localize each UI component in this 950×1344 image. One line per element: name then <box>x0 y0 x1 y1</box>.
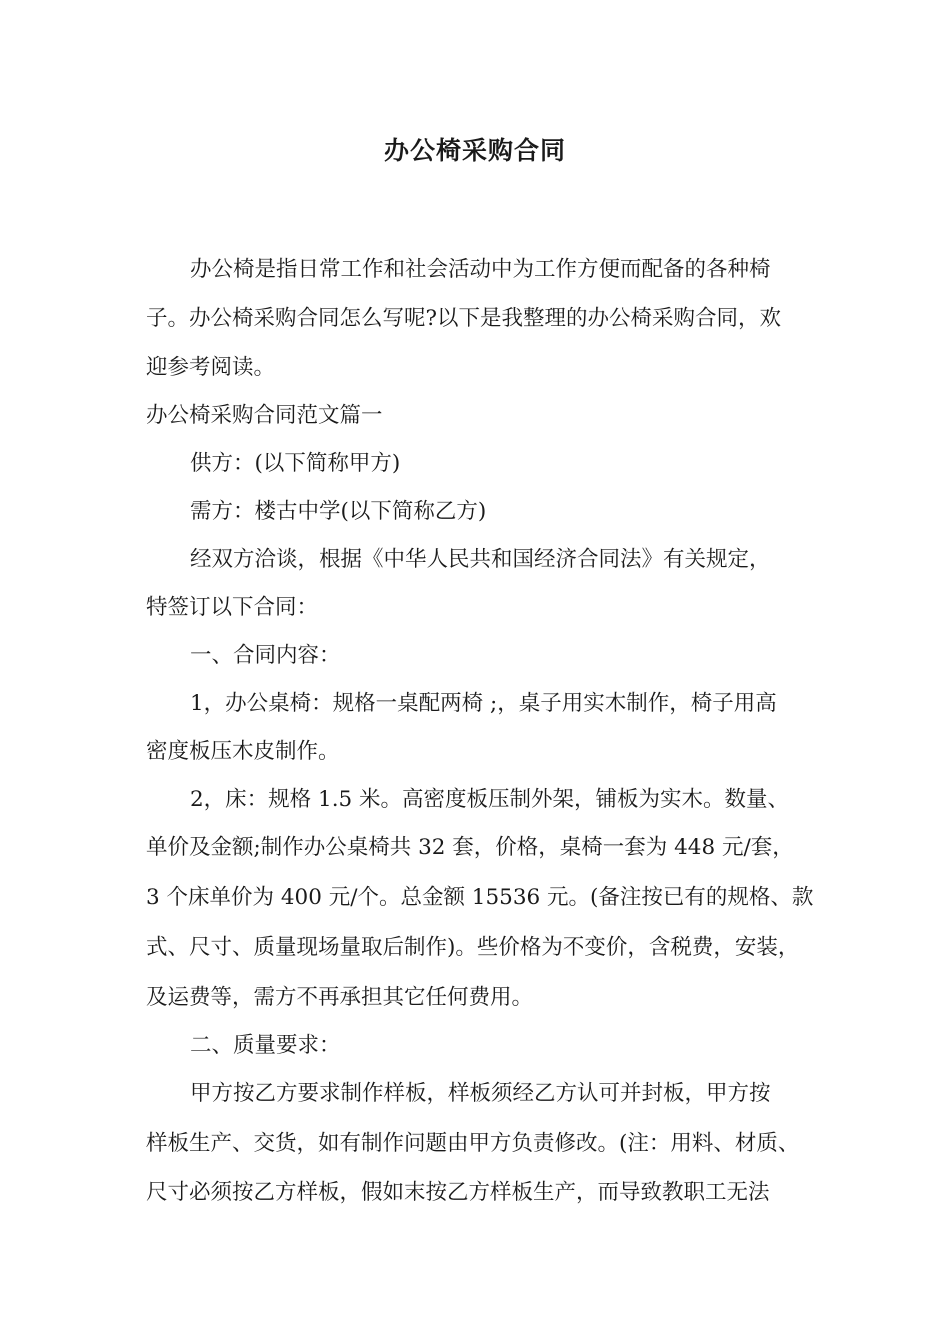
paragraph-line: 需方：楼古中学(以下简称乙方) <box>190 499 487 524</box>
section-heading: 办公椅采购合同范文篇一 <box>146 403 383 428</box>
paragraph-line: 及运费等，需方不再承担其它任何费用。 <box>146 985 534 1010</box>
document-title: 办公椅采购合同 <box>383 136 566 165</box>
clause-heading: 二、质量要求： <box>190 1033 341 1058</box>
paragraph-line: 经双方洽谈，根据《中华人民共和国经济合同法》有关规定， <box>190 547 771 572</box>
clause-heading: 一、合同内容： <box>190 643 341 668</box>
paragraph-line: 密度板压木皮制作。 <box>146 739 340 764</box>
paragraph-line: 迎参考阅读。 <box>146 355 276 380</box>
paragraph-line: 供方：(以下简称甲方) <box>190 451 401 476</box>
paragraph-line: 特签订以下合同： <box>146 595 319 620</box>
paragraph-line: 1，办公桌椅：规格一桌配两椅 ;，桌子用实木制作，椅子用高 <box>190 691 777 716</box>
paragraph-line: 办公椅是指日常工作和社会活动中为工作方便而配备的各种椅 <box>190 257 771 282</box>
paragraph-line: 2，床：规格 1.5 米。高密度板压制外架，铺板为实木。数量、 <box>190 787 790 812</box>
paragraph-line: 3 个床单价为 400 元/个。总金额 15536 元。(备注按已有的规格、款 <box>146 885 814 910</box>
paragraph-line: 甲方按乙方要求制作样板，样板须经乙方认可并封板，甲方按 <box>190 1081 771 1106</box>
paragraph-line: 样板生产、交货，如有制作问题由甲方负责修改。(注：用料、材质、 <box>146 1131 800 1156</box>
paragraph-line: 单价及金额;制作办公桌椅共 32 套，价格，桌椅一套为 448 元/套， <box>146 835 794 860</box>
paragraph-line: 式、尺寸、质量现场量取后制作)。些价格为不变价，含税费，安装， <box>146 935 800 960</box>
paragraph-line: 尺寸必须按乙方样板，假如末按乙方样板生产，而导致教职工无法 <box>146 1180 770 1205</box>
paragraph-line: 子。办公椅采购合同怎么写呢?以下是我整理的办公椅采购合同，欢 <box>146 306 782 331</box>
